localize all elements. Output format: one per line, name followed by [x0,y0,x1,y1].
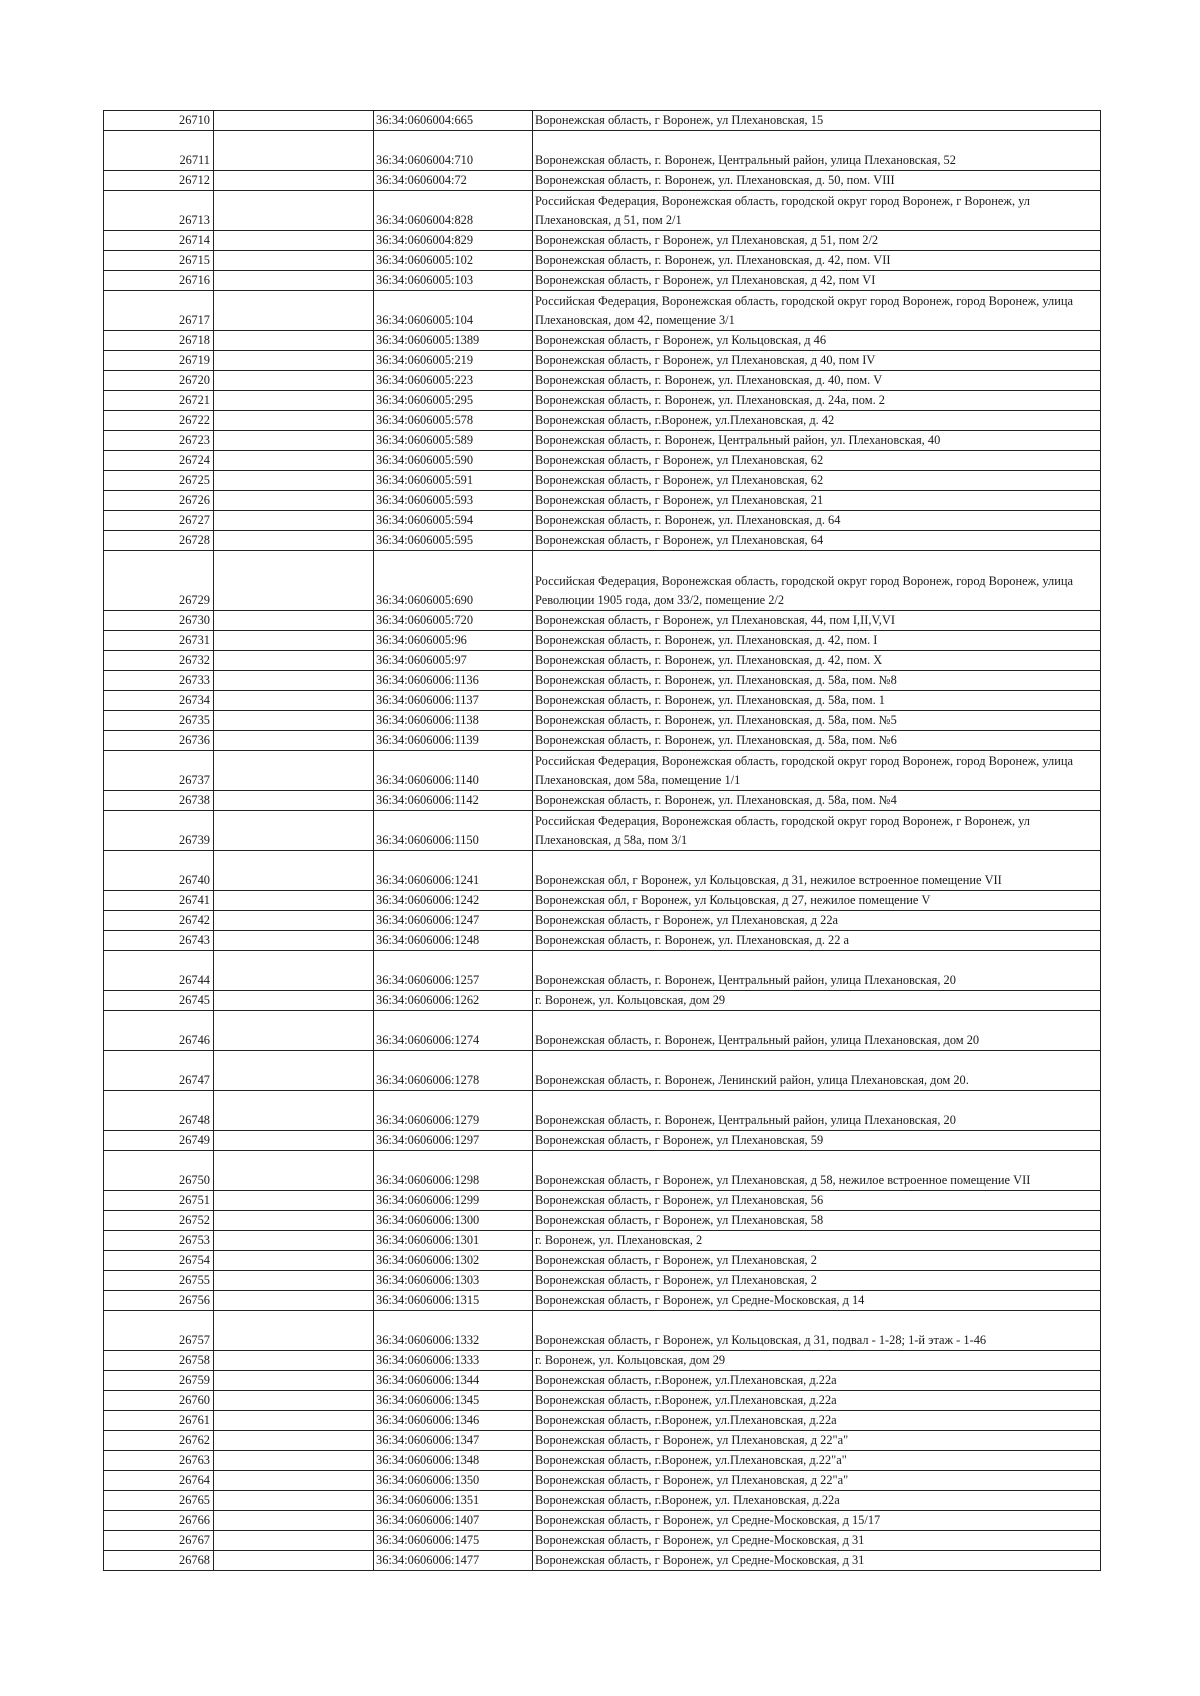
address: Воронежская область, г. Воронеж, Центральный район, ул. Плехановская, 40 [533,431,1101,451]
cadastral-number: 36:34:0606006:1351 [374,1491,533,1511]
row-number: 26720 [104,371,214,391]
empty-cell [214,1551,374,1571]
address: Воронежская область, г Воронеж, ул Плехановская, 44, пом I,II,V,VI [533,611,1101,631]
table-row [104,1391,1101,1411]
empty-cell [214,911,374,931]
cadastral-number: 36:34:0606004:829 [374,231,533,251]
empty-cell [214,371,374,391]
cadastral-number: 36:34:0606004:710 [374,131,533,171]
cadastral-number: 36:34:0606006:1274 [374,1011,533,1051]
cadastral-number: 36:34:0606006:1347 [374,1431,533,1451]
table-row [104,1191,1101,1211]
cadastral-table [103,110,1101,1571]
cadastral-number: 36:34:0606006:1344 [374,1371,533,1391]
row-number: 26721 [104,391,214,411]
row-number: 26724 [104,451,214,471]
cadastral-number: 36:34:0606006:1150 [374,811,533,851]
empty-cell [214,1191,374,1211]
address: г. Воронеж, ул. Кольцовская, дом 29 [533,1351,1101,1371]
cadastral-number: 36:34:0606006:1138 [374,711,533,731]
cadastral-number: 36:34:0606005:594 [374,511,533,531]
row-number: 26756 [104,1291,214,1311]
address: Воронежская область, г Воронеж, ул Плехановская, 62 [533,451,1101,471]
row-number: 26719 [104,351,214,371]
empty-cell [214,1251,374,1271]
row-number: 26763 [104,1451,214,1471]
empty-cell [214,271,374,291]
empty-cell [214,1451,374,1471]
empty-cell [214,1371,374,1391]
table-row [104,371,1101,391]
address: Воронежская область, г. Воронеж, ул. Плехановская, д. 58а, пом. 1 [533,691,1101,711]
cadastral-number: 36:34:0606006:1300 [374,1211,533,1231]
row-number: 26735 [104,711,214,731]
empty-cell [214,451,374,471]
table-row [104,1051,1101,1091]
cadastral-number: 36:34:0606006:1137 [374,691,533,711]
table-row [104,731,1101,751]
empty-cell [214,391,374,411]
address: Воронежская область, г Воронеж, ул Плехановская, д 58, нежилое встроенное помещение VII [533,1151,1101,1191]
table-row [104,1291,1101,1311]
cadastral-number: 36:34:0606004:72 [374,171,533,191]
row-number: 26741 [104,891,214,911]
cadastral-number: 36:34:0606005:578 [374,411,533,431]
address: Воронежская область, г Воронеж, ул Плехановская, 15 [533,111,1101,131]
row-number: 26717 [104,291,214,331]
table-row [104,991,1101,1011]
table-row [104,791,1101,811]
table-row [104,1131,1101,1151]
empty-cell [214,1351,374,1371]
row-number: 26765 [104,1491,214,1511]
cadastral-number: 36:34:0606005:103 [374,271,533,291]
table-row [104,331,1101,351]
table-row [104,911,1101,931]
table-row [104,1531,1101,1551]
row-number: 26753 [104,1231,214,1251]
cadastral-number: 36:34:0606006:1279 [374,1091,533,1131]
row-number: 26725 [104,471,214,491]
empty-cell [214,671,374,691]
cadastral-number: 36:34:0606006:1475 [374,1531,533,1551]
empty-cell [214,991,374,1011]
address: Воронежская область, г.Воронеж, ул.Плехановская, д.22а [533,1391,1101,1411]
address: Воронежская область, г.Воронеж, ул.Плехановская, д.22а [533,1371,1101,1391]
empty-cell [214,1511,374,1531]
empty-cell [214,1131,374,1151]
row-number: 26757 [104,1311,214,1351]
empty-cell [214,851,374,891]
empty-cell [214,1411,374,1431]
table-row [104,351,1101,371]
row-number: 26710 [104,111,214,131]
empty-cell [214,611,374,631]
empty-cell [214,1271,374,1291]
address: Воронежская область, г Воронеж, ул Плехановская, 62 [533,471,1101,491]
row-number: 26712 [104,171,214,191]
row-number: 26762 [104,1431,214,1451]
table-row [104,751,1101,791]
address: Воронежская область, г.Воронеж, ул.Плехановская, д.22а [533,1411,1101,1431]
table-row [104,711,1101,731]
address: г. Воронеж, ул. Кольцовская, дом 29 [533,991,1101,1011]
row-number: 26736 [104,731,214,751]
address: Воронежская область, г Воронеж, ул Средне-Московская, д 31 [533,1531,1101,1551]
cadastral-number: 36:34:0606006:1348 [374,1451,533,1471]
table-row [104,1431,1101,1451]
row-number: 26729 [104,551,214,611]
address: Воронежская область, г. Воронеж, ул. Плехановская, д. 64 [533,511,1101,531]
empty-cell [214,231,374,251]
row-number: 26716 [104,271,214,291]
table-row [104,1451,1101,1471]
table-row [104,671,1101,691]
cadastral-table-body [104,111,1101,1571]
row-number: 26731 [104,631,214,651]
empty-cell [214,1531,374,1551]
address: Российская Федерация, Воронежская область, городской округ город Воронеж, г Воронеж, ул Плехановская, д 51, пом 2/1 [533,191,1101,231]
empty-cell [214,1091,374,1131]
row-number: 26722 [104,411,214,431]
address: Воронежская область, г. Воронеж, ул. Плехановская, д. 22 а [533,931,1101,951]
address: Воронежская область, г Воронеж, ул Средне-Московская, д 31 [533,1551,1101,1571]
table-row [104,891,1101,911]
row-number: 26759 [104,1371,214,1391]
table-row [104,1151,1101,1191]
empty-cell [214,931,374,951]
empty-cell [214,731,374,751]
cadastral-number: 36:34:0606005:593 [374,491,533,511]
empty-cell [214,411,374,431]
row-number: 26715 [104,251,214,271]
row-number: 26711 [104,131,214,171]
empty-cell [214,131,374,171]
address: Воронежская область, г. Воронеж, Центральный район, улица Плехановская, дом 20 [533,1011,1101,1051]
address: Воронежская область, г. Воронеж, Центральный район, улица Плехановская, 20 [533,951,1101,991]
table-row [104,1511,1101,1531]
row-number: 26733 [104,671,214,691]
address: Воронежская область, г. Воронеж, ул. Плехановская, д. 58а, пом. №4 [533,791,1101,811]
table-row [104,651,1101,671]
address: Российская Федерация, Воронежская область, городской округ город Воронеж, город Воронеж, улица Революции 1905 года, дом 33/2, помещение 2/2 [533,551,1101,611]
address: Воронежская область, г Воронеж, ул Плехановская, 64 [533,531,1101,551]
empty-cell [214,191,374,231]
row-number: 26745 [104,991,214,1011]
empty-cell [214,751,374,791]
cadastral-number: 36:34:0606006:1241 [374,851,533,891]
cadastral-number: 36:34:0606005:595 [374,531,533,551]
row-number: 26749 [104,1131,214,1151]
empty-cell [214,471,374,491]
empty-cell [214,171,374,191]
empty-cell [214,331,374,351]
empty-cell [214,1391,374,1411]
row-number: 26766 [104,1511,214,1531]
empty-cell [214,791,374,811]
row-number: 26738 [104,791,214,811]
table-row [104,611,1101,631]
cadastral-number: 36:34:0606005:1389 [374,331,533,351]
row-number: 26742 [104,911,214,931]
table-row [104,131,1101,171]
address: Воронежская область, г. Воронеж, ул. Плехановская, д. 58а, пом. №5 [533,711,1101,731]
table-row [104,251,1101,271]
address: Воронежская область, г.Воронеж, ул.Плехановская, д. 42 [533,411,1101,431]
address: Воронежская область, г Воронеж, ул Плехановская, 21 [533,491,1101,511]
cadastral-number: 36:34:0606006:1297 [374,1131,533,1151]
address: г. Воронеж, ул. Плехановская, 2 [533,1231,1101,1251]
row-number: 26754 [104,1251,214,1271]
empty-cell [214,1471,374,1491]
empty-cell [214,1291,374,1311]
address: Воронежская область, г Воронеж, ул Плехановская, д 51, пом 2/2 [533,231,1101,251]
table-row [104,1411,1101,1431]
empty-cell [214,1211,374,1231]
row-number: 26723 [104,431,214,451]
empty-cell [214,1311,374,1351]
address: Российская Федерация, Воронежская область, городской округ город Воронеж, г Воронеж, ул Плехановская, д 58а, пом 3/1 [533,811,1101,851]
cadastral-number: 36:34:0606005:590 [374,451,533,471]
table-row [104,491,1101,511]
address: Воронежская область, г.Воронеж, ул.Плехановская, д.22"а" [533,1451,1101,1471]
empty-cell [214,1231,374,1251]
cadastral-number: 36:34:0606004:665 [374,111,533,131]
cadastral-number: 36:34:0606006:1139 [374,731,533,751]
row-number: 26730 [104,611,214,631]
cadastral-number: 36:34:0606006:1257 [374,951,533,991]
table-row [104,531,1101,551]
cadastral-number: 36:34:0606005:102 [374,251,533,271]
cadastral-number: 36:34:0606005:589 [374,431,533,451]
row-number: 26758 [104,1351,214,1371]
table-row [104,291,1101,331]
address: Воронежская область, г Воронеж, ул Плехановская, 58 [533,1211,1101,1231]
empty-cell [214,1151,374,1191]
address: Воронежская область, г Воронеж, ул Средне-Московская, д 15/17 [533,1511,1101,1531]
address: Российская Федерация, Воронежская область, городской округ город Воронеж, город Воронеж, улица Плехановская, дом 58а, помещение 1/1 [533,751,1101,791]
cadastral-number: 36:34:0606006:1332 [374,1311,533,1351]
row-number: 26761 [104,1411,214,1431]
cadastral-number: 36:34:0606006:1346 [374,1411,533,1431]
empty-cell [214,1011,374,1051]
table-row [104,271,1101,291]
address: Воронежская область, г Воронеж, ул Плехановская, 2 [533,1271,1101,1291]
row-number: 26755 [104,1271,214,1291]
address: Воронежская область, г. Воронеж, Центральный район, улица Плехановская, 20 [533,1091,1101,1131]
cadastral-number: 36:34:0606004:828 [374,191,533,231]
address: Воронежская область, г Воронеж, ул Плехановская, д 40, пом IV [533,351,1101,371]
empty-cell [214,1051,374,1091]
address: Воронежская область, г Воронеж, ул Средне-Московская, д 14 [533,1291,1101,1311]
row-number: 26746 [104,1011,214,1051]
table-row [104,511,1101,531]
row-number: 26768 [104,1551,214,1571]
table-row [104,931,1101,951]
cadastral-number: 36:34:0606005:96 [374,631,533,651]
address: Воронежская область, г. Воронеж, Ленинский район, улица Плехановская, дом 20. [533,1051,1101,1091]
cadastral-number: 36:34:0606006:1298 [374,1151,533,1191]
cadastral-number: 36:34:0606006:1350 [374,1471,533,1491]
table-row [104,1091,1101,1131]
address: Воронежская область, г. Воронеж, ул. Плехановская, д. 24а, пом. 2 [533,391,1101,411]
row-number: 26750 [104,1151,214,1191]
empty-cell [214,691,374,711]
row-number: 26760 [104,1391,214,1411]
cadastral-number: 36:34:0606005:690 [374,551,533,611]
cadastral-number: 36:34:0606006:1242 [374,891,533,911]
cadastral-number: 36:34:0606006:1301 [374,1231,533,1251]
address: Воронежская область, г Воронеж, ул Плехановская, д 22а [533,911,1101,931]
cadastral-number: 36:34:0606006:1333 [374,1351,533,1371]
empty-cell [214,111,374,131]
cadastral-number: 36:34:0606006:1136 [374,671,533,691]
address: Российская Федерация, Воронежская область, городской округ город Воронеж, город Воронеж, улица Плехановская, дом 42, помещение 3/1 [533,291,1101,331]
cadastral-number: 36:34:0606005:219 [374,351,533,371]
row-number: 26714 [104,231,214,251]
address: Воронежская область, г. Воронеж, ул. Плехановская, д. 42, пом. X [533,651,1101,671]
table-row [104,1211,1101,1231]
table-row [104,691,1101,711]
cadastral-number: 36:34:0606005:97 [374,651,533,671]
empty-cell [214,651,374,671]
table-row [104,431,1101,451]
address: Воронежская область, г. Воронеж, ул. Плехановская, д. 58а, пом. №8 [533,671,1101,691]
row-number: 26726 [104,491,214,511]
address: Воронежская обл, г Воронеж, ул Кольцовская, д 31, нежилое встроенное помещение VII [533,851,1101,891]
row-number: 26739 [104,811,214,851]
cadastral-number: 36:34:0606006:1302 [374,1251,533,1271]
cadastral-number: 36:34:0606006:1315 [374,1291,533,1311]
cadastral-number: 36:34:0606005:720 [374,611,533,631]
row-number: 26751 [104,1191,214,1211]
table-row [104,1491,1101,1511]
row-number: 26752 [104,1211,214,1231]
address: Воронежская область, г. Воронеж, ул. Плехановская, д. 42, пом. I [533,631,1101,651]
table-row [104,1371,1101,1391]
address: Воронежская область, г Воронеж, ул Плехановская, 56 [533,1191,1101,1211]
table-row [104,171,1101,191]
table-row [104,1551,1101,1571]
table-row [104,231,1101,251]
address: Воронежская область, г Воронеж, ул Плехановская, 2 [533,1251,1101,1271]
address: Воронежская область, г Воронеж, ул Кольцовская, д 46 [533,331,1101,351]
table-row [104,851,1101,891]
cadastral-number: 36:34:0606005:104 [374,291,533,331]
empty-cell [214,531,374,551]
table-row [104,411,1101,431]
table-row [104,111,1101,131]
row-number: 26734 [104,691,214,711]
cadastral-number: 36:34:0606006:1248 [374,931,533,951]
cadastral-number: 36:34:0606005:295 [374,391,533,411]
address: Воронежская область, г Воронеж, ул Плехановская, д 22"а" [533,1431,1101,1451]
cadastral-number: 36:34:0606006:1278 [374,1051,533,1091]
cadastral-number: 36:34:0606006:1303 [374,1271,533,1291]
cadastral-number: 36:34:0606006:1299 [374,1191,533,1211]
row-number: 26737 [104,751,214,791]
empty-cell [214,291,374,331]
cadastral-number: 36:34:0606006:1142 [374,791,533,811]
table-row [104,551,1101,611]
row-number: 26740 [104,851,214,891]
table-row [104,471,1101,491]
table-row [104,1271,1101,1291]
cadastral-number: 36:34:0606006:1247 [374,911,533,931]
empty-cell [214,351,374,371]
table-row [104,1011,1101,1051]
row-number: 26743 [104,931,214,951]
address: Воронежская область, г Воронеж, ул Кольцовская, д 31, подвал - 1-28; 1-й этаж - 1-46 [533,1311,1101,1351]
empty-cell [214,1491,374,1511]
empty-cell [214,431,374,451]
address: Воронежская область, г. Воронеж, ул. Плехановская, д. 40, пом. V [533,371,1101,391]
empty-cell [214,951,374,991]
address: Воронежская область, г.Воронеж, ул. Плехановская, д.22а [533,1491,1101,1511]
address: Воронежская область, г. Воронеж, ул. Плехановская, д. 42, пом. VII [533,251,1101,271]
row-number: 26747 [104,1051,214,1091]
empty-cell [214,711,374,731]
row-number: 26718 [104,331,214,351]
cadastral-number: 36:34:0606006:1140 [374,751,533,791]
empty-cell [214,811,374,851]
cadastral-number: 36:34:0606006:1345 [374,1391,533,1411]
address: Воронежская область, г. Воронеж, Центральный район, улица Плехановская, 52 [533,131,1101,171]
table-row [104,811,1101,851]
table-row [104,631,1101,651]
address: Воронежская область, г Воронеж, ул Плехановская, д 42, пом VI [533,271,1101,291]
row-number: 26727 [104,511,214,531]
row-number: 26748 [104,1091,214,1131]
row-number: 26764 [104,1471,214,1491]
table-row [104,1311,1101,1351]
cadastral-number: 36:34:0606005:591 [374,471,533,491]
cadastral-number: 36:34:0606006:1477 [374,1551,533,1571]
table-row [104,1351,1101,1371]
address: Воронежская область, г Воронеж, ул Плехановская, д 22"а" [533,1471,1101,1491]
table-row [104,951,1101,991]
row-number: 26728 [104,531,214,551]
table-row [104,191,1101,231]
cadastral-number: 36:34:0606006:1262 [374,991,533,1011]
address: Воронежская область, г. Воронеж, ул. Плехановская, д. 58а, пом. №6 [533,731,1101,751]
empty-cell [214,891,374,911]
table-row [104,1471,1101,1491]
cadastral-number: 36:34:0606005:223 [374,371,533,391]
empty-cell [214,491,374,511]
empty-cell [214,551,374,611]
table-row [104,451,1101,471]
row-number: 26767 [104,1531,214,1551]
empty-cell [214,251,374,271]
address: Воронежская область, г Воронеж, ул Плехановская, 59 [533,1131,1101,1151]
row-number: 26732 [104,651,214,671]
address: Воронежская обл, г Воронеж, ул Кольцовская, д 27, нежилое помещение V [533,891,1101,911]
address: Воронежская область, г. Воронеж, ул. Плехановская, д. 50, пом. VIII [533,171,1101,191]
row-number: 26744 [104,951,214,991]
empty-cell [214,1431,374,1451]
table-row [104,391,1101,411]
empty-cell [214,631,374,651]
row-number: 26713 [104,191,214,231]
table-row [104,1251,1101,1271]
empty-cell [214,511,374,531]
cadastral-number: 36:34:0606006:1407 [374,1511,533,1531]
table-row [104,1231,1101,1251]
